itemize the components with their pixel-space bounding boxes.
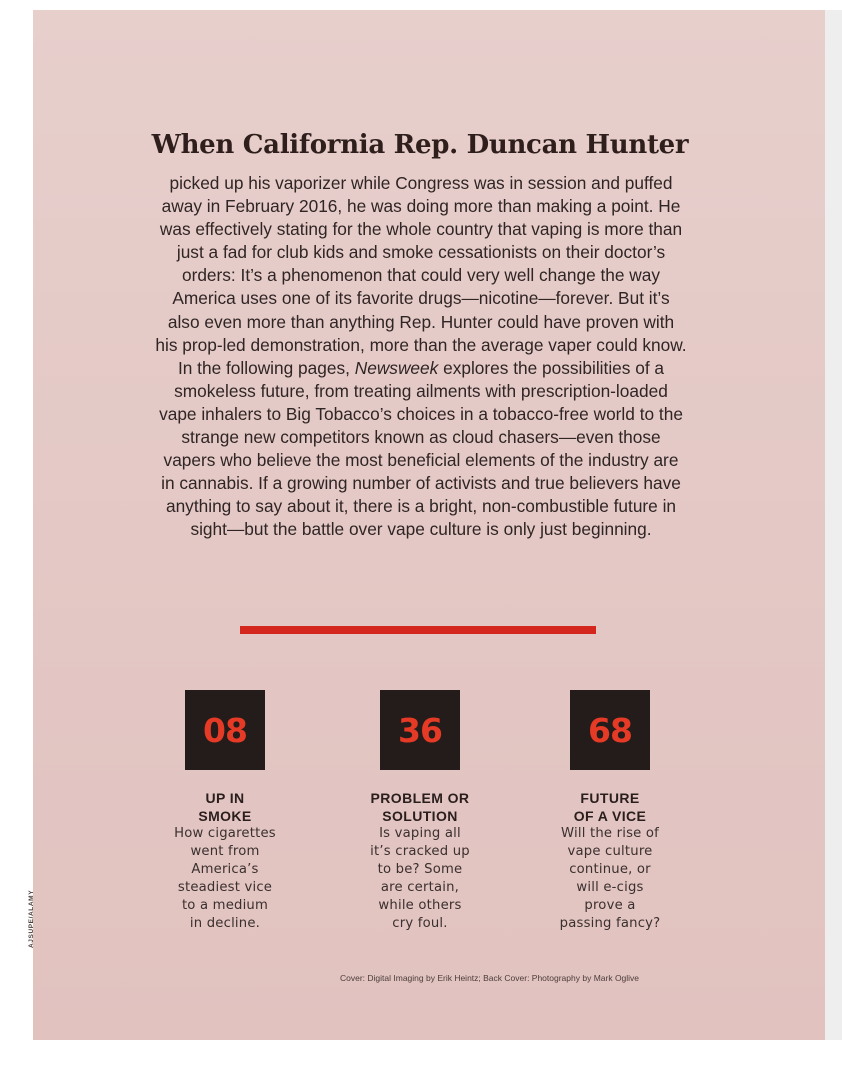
feature-up-in-smoke[interactable] [140,690,310,933]
headline: When California Rep. Duncan Hunter [151,130,689,160]
feature-title: PROBLEM OR SOLUTION [370,790,470,824]
page-number: 68 [588,710,632,750]
intro-paragraph [155,172,687,542]
intro-text-part-2: explores the possibilities of a smokeless future, from treating ailments with prescription-loaded vape inhalers to Big Tobacco’s choices in a tobacco-free world to the strange new competitors known as cloud chasers—even those vapers who believe the most beneficial elements of the industry are in cannabis. If a growing number of activists and true believers have anything to say about it, there is a bright, non-combustible future in sight—but the battle over vape culture is only just beginning. [159,357,683,540]
feature-title: FUTURE OF A VICE [573,790,647,824]
feature-future-of-a-vice[interactable] [525,690,695,933]
intro-text-part-1: picked up his vaporizer while Congress was in session and puffed away in February 2016, he was doing more than making a point. He was effectively stating for the whole country that vaping is more than just a fad for club kids and smoke cessationists on their doctor’s orders: It’s a phenomenon that could very well change the way America uses one of its favorite drugs—nicotine—forever. But it’s also even more than anything Rep. Hunter could have proven with his prop-led demonstration, more than the average vaper could know. In the following pages, [155,173,687,378]
feature-description: Will the rise of vape culture continue, or will e-cigs prove a passing fancy? [559,826,661,931]
page-number-box [380,690,460,770]
page-edge [825,10,842,1040]
feature-description: Is vaping all it’s cracked up to be? Some are certain, while others cry foul. [370,826,470,931]
page-number-box [185,690,265,770]
bottom-margin [0,1040,842,1089]
feature-title: UP IN SMOKE [198,790,252,824]
red-divider [240,626,596,634]
photo-credit: AJSUPE/ALAMY [28,889,35,948]
cover-credit: Cover: Digital Imaging by Erik Heintz; Back Cover: Photography by Mark Oglive [340,973,640,983]
page-number-box [570,690,650,770]
page-number: 36 [398,710,442,750]
publication-name: Newsweek [354,357,439,378]
feature-problem-or-solution[interactable] [335,690,505,933]
page-number: 08 [203,710,247,750]
feature-description: How cigarettes went from America’s steadiest vice to a medium in decline. [174,826,276,931]
